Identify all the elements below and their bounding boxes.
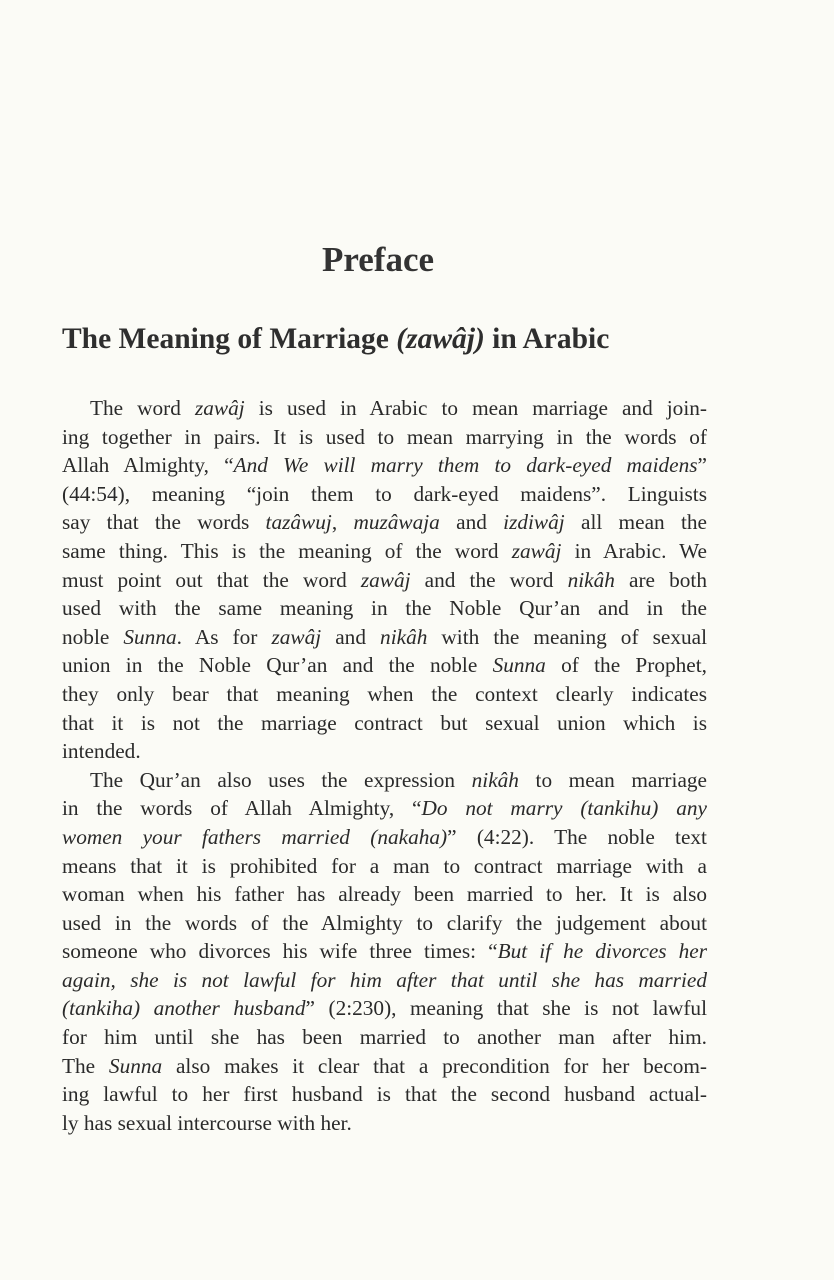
text-line bbox=[62, 852, 707, 881]
text-line bbox=[62, 623, 707, 652]
text-run: . As for bbox=[176, 624, 272, 649]
text-run: in the words of Allah Almighty, “ bbox=[62, 796, 422, 821]
text-run: (44:54), meaning “join them to dark-eyed maidens”. Linguists bbox=[62, 481, 707, 506]
text-run: someone who divorces his wife three times: “ bbox=[62, 939, 498, 964]
italic-text: nikâh bbox=[471, 767, 519, 792]
text-line bbox=[62, 823, 707, 852]
text-run: are both bbox=[614, 567, 707, 592]
text-run: used in the words of the Almighty to clarify the judgement about bbox=[62, 910, 707, 935]
text-run: union in the Noble Qur’an and the noble bbox=[62, 653, 493, 678]
text-run: ly has sexual intercourse with her. bbox=[62, 1110, 352, 1135]
text-run: must point out that the word bbox=[62, 567, 361, 592]
text-run: intended. bbox=[62, 739, 141, 764]
text-line bbox=[62, 909, 707, 938]
text-line bbox=[62, 480, 707, 509]
text-line bbox=[62, 794, 707, 823]
text-run: ” (4:22). The noble text bbox=[447, 824, 707, 849]
text-run: woman when his father has already been married to her. It is also bbox=[62, 882, 707, 907]
text-line bbox=[62, 1080, 707, 1109]
text-line bbox=[62, 680, 707, 709]
italic-text: zawâj bbox=[271, 624, 322, 649]
text-run: to mean marriage bbox=[518, 767, 707, 792]
italic-text: Sunna bbox=[492, 653, 546, 678]
text-line bbox=[62, 709, 707, 738]
text-run: The word bbox=[90, 396, 195, 420]
heading-text-end: in Arabic bbox=[484, 323, 610, 355]
text-run: that it is not the marriage contract but sexual union which is bbox=[62, 710, 707, 735]
italic-text: zawâj bbox=[511, 538, 562, 563]
text-run: also makes it clear that a precondition for her becom- bbox=[162, 1053, 707, 1078]
body-text bbox=[62, 394, 707, 1137]
page-title: Preface bbox=[321, 240, 435, 279]
text-run: and bbox=[321, 624, 381, 649]
text-run: ing together in pairs. It is used to mean marrying in the words of bbox=[62, 424, 707, 449]
text-line bbox=[62, 651, 707, 680]
paragraph bbox=[62, 394, 707, 766]
text-line bbox=[62, 966, 707, 995]
text-line bbox=[62, 994, 707, 1023]
text-run: is used in Arabic to mean marriage and join- bbox=[244, 396, 707, 420]
text-line bbox=[62, 937, 707, 966]
italic-text: izdiwâj bbox=[503, 510, 565, 535]
italic-text: (tankiha) another husband bbox=[62, 996, 306, 1021]
text-run: for him until she has been married to another man after him. bbox=[62, 1025, 707, 1050]
text-run: means that it is prohibited for a man to contract marriage with a bbox=[62, 853, 707, 878]
italic-text: muzâwaja bbox=[353, 510, 440, 535]
text-run: all mean the bbox=[564, 510, 707, 535]
text-run: , bbox=[331, 510, 354, 535]
italic-text: zawâj bbox=[194, 396, 245, 420]
text-line bbox=[62, 880, 707, 909]
text-run: ing lawful to her first husband is that the second husband actual- bbox=[62, 1082, 707, 1107]
text-line bbox=[62, 594, 707, 623]
text-line bbox=[62, 394, 707, 423]
italic-text: Do not marry (tankihu) any bbox=[421, 796, 707, 821]
italic-text: Sunna bbox=[123, 624, 177, 649]
heading-text: The Meaning of Marriage bbox=[62, 323, 397, 355]
text-run: noble bbox=[62, 624, 124, 649]
text-run: The bbox=[62, 1053, 109, 1078]
text-line bbox=[62, 737, 707, 766]
text-run: with the meaning of sexual bbox=[427, 624, 708, 649]
text-run: same thing. This is the meaning of the word bbox=[62, 538, 512, 563]
italic-text: nikâh bbox=[380, 624, 428, 649]
text-run: say that the words bbox=[62, 510, 266, 535]
text-run: Allah Almighty, “ bbox=[62, 453, 234, 478]
italic-text: again, she is not lawful for him after that until she has married bbox=[62, 967, 707, 992]
text-run: and the word bbox=[410, 567, 568, 592]
section-heading bbox=[62, 323, 707, 356]
text-line bbox=[62, 508, 707, 537]
text-run: The Qur’an also uses the expression bbox=[90, 767, 472, 792]
italic-text: zawâj bbox=[360, 567, 411, 592]
text-line bbox=[62, 566, 707, 595]
text-run: in Arabic. We bbox=[561, 538, 708, 563]
text-line bbox=[62, 451, 707, 480]
italic-text: But if he divorces her bbox=[497, 939, 707, 964]
text-line bbox=[62, 766, 707, 795]
text-line bbox=[62, 1052, 707, 1081]
heading-italic-term: (zawâj) bbox=[396, 323, 485, 355]
text-line bbox=[62, 537, 707, 566]
paragraph bbox=[62, 766, 707, 1138]
italic-text: nikâh bbox=[567, 567, 615, 592]
text-run: of the Prophet, bbox=[545, 653, 708, 678]
text-line bbox=[62, 1109, 707, 1138]
italic-text: tazâwuj bbox=[265, 510, 332, 535]
text-run: they only bear that meaning when the context clearly indicates bbox=[62, 681, 707, 706]
text-run: and bbox=[439, 510, 504, 535]
text-line bbox=[62, 423, 707, 452]
text-run: ” (2:230), meaning that she is not lawful bbox=[305, 996, 707, 1021]
italic-text: Sunna bbox=[108, 1053, 163, 1078]
italic-text: And We will marry them to dark-eyed maidens bbox=[233, 453, 698, 478]
italic-text: women your fathers married (nakaha) bbox=[62, 824, 448, 849]
text-line bbox=[62, 1023, 707, 1052]
text-run: used with the same meaning in the Noble Qur’an and in the bbox=[62, 596, 707, 621]
text-run: ” bbox=[697, 453, 707, 478]
